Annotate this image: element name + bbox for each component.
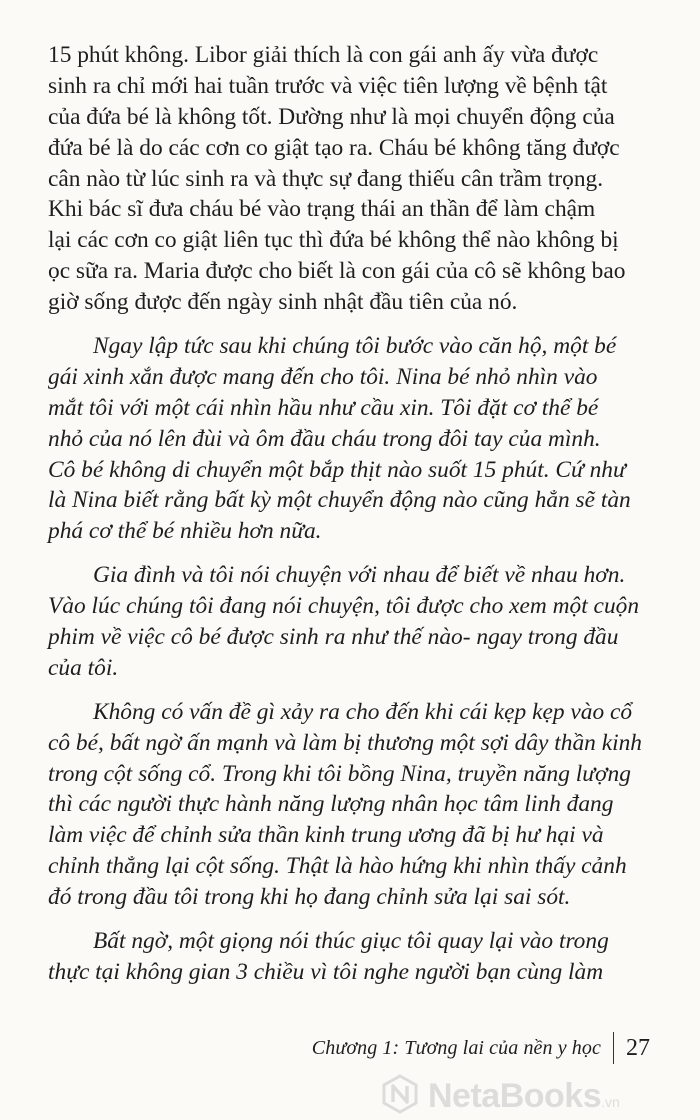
text-line: Khi bác sĩ đưa cháu bé vào trạng thái an thần để làm chậm xyxy=(48,196,596,223)
text-line: Vào lúc chúng tôi đang nói chuyện, tôi được cho xem một cuộn xyxy=(48,593,640,620)
footer-divider xyxy=(613,1032,614,1064)
text-line: Ngay lập tức sau khi chúng tôi bước vào căn hộ, một bé xyxy=(93,333,617,360)
text-line: gái xinh xắn được mang đến cho tôi. Nina bé nhỏ nhìn vào xyxy=(48,363,598,390)
text-line: 15 phút không. Libor giải thích là con gái anh ấy vừa được xyxy=(48,42,599,68)
text-line: Cô bé không di chuyển một bắp thịt nào suốt 15 phút. Cứ như xyxy=(48,456,626,483)
paragraph-5 xyxy=(48,926,660,988)
text-line: là Nina biết rằng bất kỳ một chuyển động nào cũng hẳn sẽ tàn xyxy=(48,487,631,514)
text-line: thì các người thực hành năng lượng nhân học tâm linh đang xyxy=(48,791,614,818)
text-line: mắt tôi với một cái nhìn hầu như cầu xin. Tôi đặt cơ thể bé xyxy=(48,394,599,421)
page-number: 27 xyxy=(626,1034,650,1061)
text-line: nhỏ của nó lên đùi và ôm đầu cháu trong đôi tay của mình. xyxy=(48,425,601,452)
text-line: sinh ra chỉ mới hai tuần trước và việc tiên lượng về bệnh tật xyxy=(48,72,608,99)
text-line: phim về việc cô bé được sinh ra như thế nào- ngay trong đầu xyxy=(48,624,619,651)
watermark xyxy=(380,1074,620,1118)
paragraph-3 xyxy=(48,560,660,684)
paragraph-4 xyxy=(48,697,660,913)
text-line: của tôi. xyxy=(48,654,119,681)
text-line: thực tại không gian 3 chiều vì tôi nghe người bạn cùng làm xyxy=(48,958,604,985)
text-line: cô bé, bất ngờ ấn mạnh và làm bị thương một sợi dây thần kinh xyxy=(48,729,642,756)
netabooks-logo-icon xyxy=(380,1074,420,1119)
text-line: cân nào từ lúc sinh ra và thực sự đang thiếu cân trầm trọng. xyxy=(48,165,604,192)
text-line: chỉnh thẳng lại cột sống. Thật là hào hứng khi nhìn thấy cảnh xyxy=(48,853,627,880)
paragraph-1 xyxy=(48,40,660,318)
body-text xyxy=(48,40,660,988)
text-line: ọc sữa ra. Maria được cho biết là con gái của cô sẽ không bao xyxy=(48,258,626,285)
text-line: đứa bé là do các cơn co giật tạo ra. Cháu bé không tăng được xyxy=(48,134,620,161)
chapter-title: Chương 1: Tương lai của nền y học xyxy=(311,1036,601,1059)
running-footer xyxy=(312,1031,650,1065)
text-line: phá cơ thể bé nhiều hơn nữa. xyxy=(48,518,322,545)
text-line: làm việc để chỉnh sửa thần kinh trung ương đã bị hư hại và xyxy=(48,822,604,849)
watermark-brand: NetaBooks xyxy=(428,1076,602,1115)
text-line: của đứa bé là không tốt. Dường như là mọi chuyển động của xyxy=(48,103,615,130)
text-line: đó trong đầu tôi trong khi họ đang chỉnh sửa lại sai sót. xyxy=(48,884,571,911)
text-line: Không có vấn đề gì xảy ra cho đến khi cái kẹp kẹp vào cổ xyxy=(93,698,633,725)
text-line: lại các cơn co giật liên tục thì đứa bé không thể nào không bị xyxy=(48,227,619,254)
paragraph-2 xyxy=(48,331,660,547)
text-line: giờ sống được đến ngày sinh nhật đầu tiên của nó. xyxy=(48,289,518,316)
text-line: Bất ngờ, một giọng nói thúc giục tôi quay lại vào trong xyxy=(93,928,609,955)
text-line: Gia đình và tôi nói chuyện với nhau để biết về nhau hơn. xyxy=(93,562,626,589)
text-line: trong cột sống cổ. Trong khi tôi bồng Nina, truyền năng lượng xyxy=(48,760,631,787)
watermark-suffix: .vn xyxy=(601,1094,620,1110)
